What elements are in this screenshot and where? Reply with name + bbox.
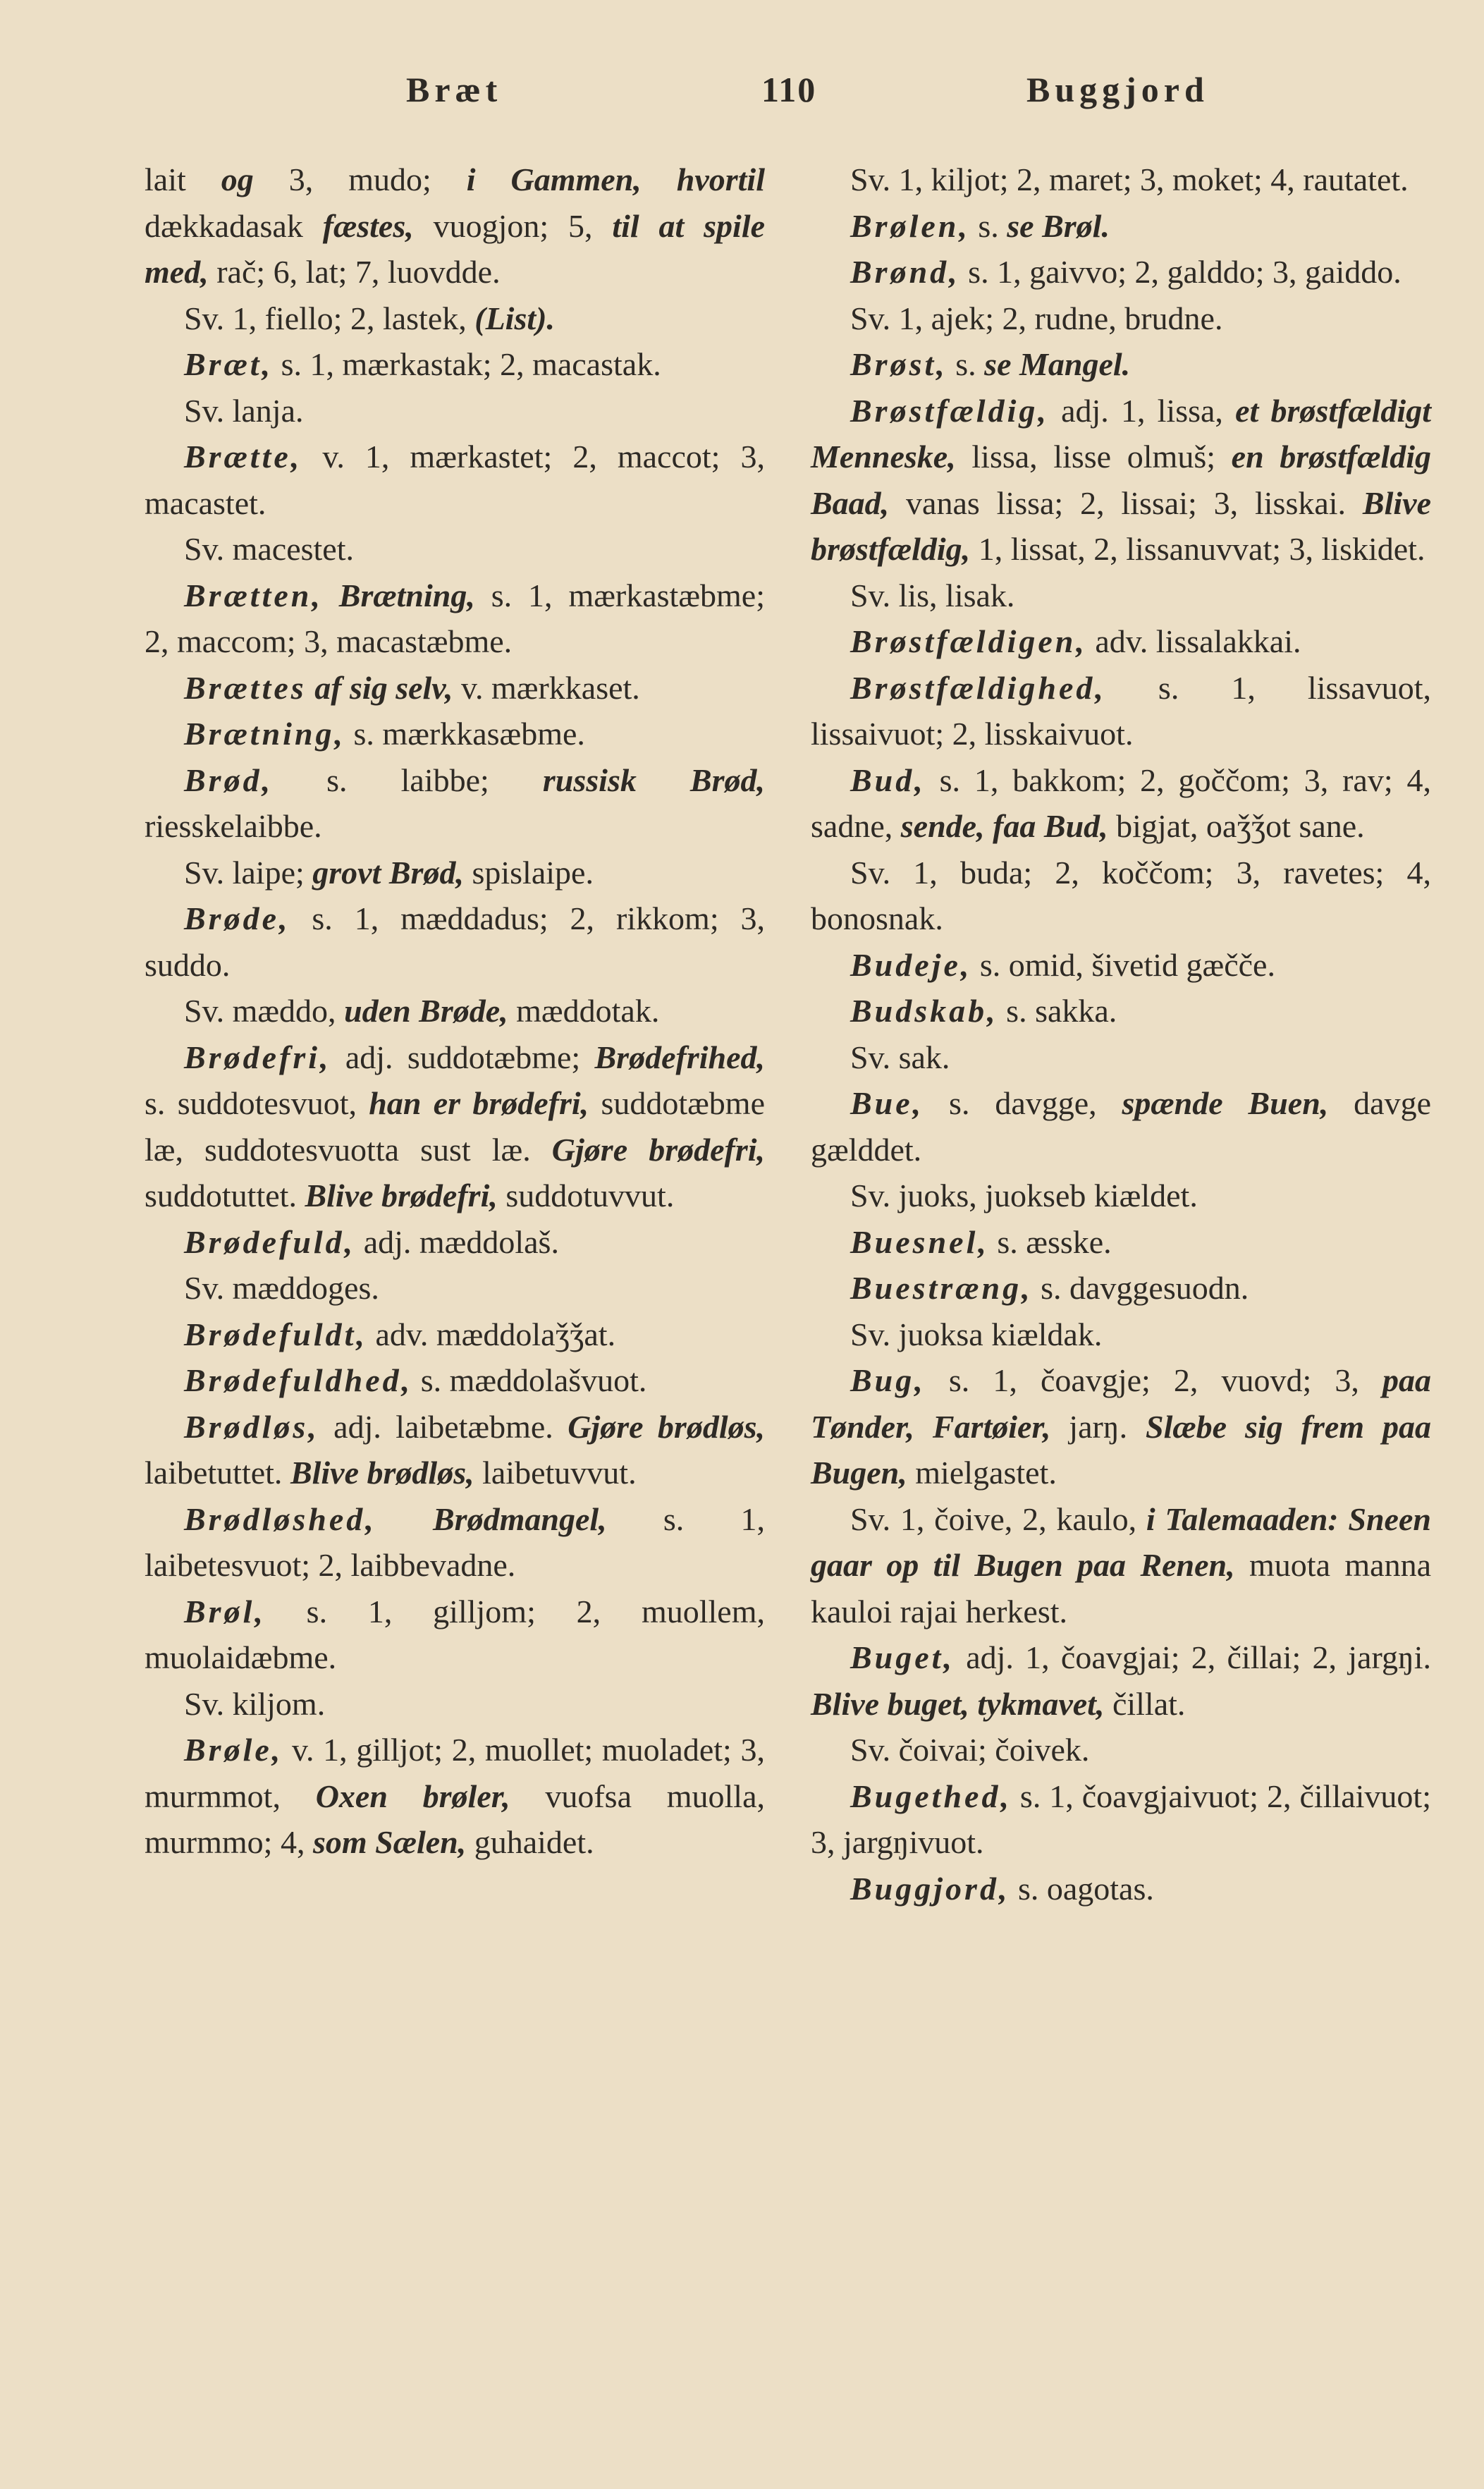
entry-headword: Brødløshed, <box>184 1500 376 1537</box>
entry-text: s. 1, gaivvo; 2, galddo; 3, gaiddo. <box>959 254 1402 290</box>
entry-text: čillat. <box>1104 1685 1186 1722</box>
dictionary-entry <box>145 573 765 665</box>
italic-phrase: til at spile med, <box>145 207 766 290</box>
entry-text: adv. mæddolaǯǯat. <box>367 1316 616 1352</box>
entry-headword: Brætte, <box>184 439 302 475</box>
entry-text: adj. mæddolaš. <box>355 1223 559 1260</box>
dictionary-entry <box>811 1727 1431 1773</box>
dictionary-entry <box>811 1357 1431 1496</box>
entry-text: riesskelaibbe. <box>145 808 322 844</box>
entry-headword: Brødefri, <box>184 1039 331 1075</box>
entry-text: davge gælddet. <box>811 1085 1431 1168</box>
right-column <box>811 157 1431 1912</box>
entry-text: Sv. 1, buda; 2, koččom; 3, ravetes; 4, bonosnak. <box>811 854 1431 936</box>
entry-headword: Brøstfældighed, <box>850 669 1106 706</box>
entry-headword: Brættes <box>184 669 307 706</box>
dictionary-entry <box>811 1866 1431 1912</box>
entry-text: lait <box>145 161 221 197</box>
entry-headword: Brætning, <box>184 716 346 752</box>
entry-text: v. mærkkaset. <box>453 669 640 706</box>
dictionary-entry <box>145 1265 765 1311</box>
entry-text: s. oagotas. <box>1010 1870 1154 1907</box>
entry-headword: Brøst, <box>850 346 948 382</box>
entry-text: Sv. 1, kiljot; 2, maret; 3, moket; 4, rautatet. <box>850 161 1409 197</box>
entry-text: adj. laibetæbme. <box>319 1408 568 1445</box>
italic-phrase: Gjøre brødefri, <box>551 1131 766 1168</box>
entry-text: adj. suddotæbme; <box>331 1039 595 1075</box>
italic-phrase: Blive brødløs, <box>290 1455 474 1491</box>
italic-phrase: spænde Buen, <box>1122 1085 1329 1121</box>
entry-text: s. æsske. <box>988 1223 1112 1260</box>
entry-headword: Buggjord, <box>850 1870 1010 1907</box>
italic-phrase: Slæbe sig frem paa Bugen, <box>811 1408 1431 1491</box>
entry-text: guhaidet. <box>466 1824 594 1860</box>
dictionary-entry <box>811 1311 1431 1358</box>
entry-text: Sv. laipe; <box>184 854 313 891</box>
dictionary-entry <box>145 665 765 711</box>
entry-text: s. <box>947 346 985 382</box>
italic-phrase: af sig selv, <box>314 669 453 706</box>
entry-headword: Brøle, <box>184 1732 283 1768</box>
right-guide-word: Buggjord <box>1026 70 1209 109</box>
dictionary-entry <box>145 1496 765 1589</box>
entry-headword: Bue, <box>850 1085 924 1121</box>
entry-text: Sv. 1, ajek; 2, rudne, brudne. <box>850 300 1223 336</box>
entry-text: lissa, lisse olmuš; <box>955 439 1232 475</box>
entry-text: suddotuttet. <box>145 1178 305 1213</box>
dictionary-entry <box>811 1034 1431 1081</box>
entry-text: mielgastet. <box>907 1455 1057 1491</box>
italic-phrase: et brøstfældigt Menneske, <box>811 392 1431 475</box>
entry-text: Sv. 1, čoive, 2, kaulo, <box>850 1500 1146 1537</box>
dictionary-entry <box>145 434 765 526</box>
entry-text: Sv. macestet. <box>184 531 355 567</box>
italic-phrase: uden Brøde, <box>344 993 508 1029</box>
dictionary-entry <box>811 1173 1431 1219</box>
left-column <box>145 157 765 1866</box>
italic-phrase: i Talemaaden: Sneen gaar op til Bugen paa Renen, <box>811 1500 1431 1583</box>
entry-headword: Buget, <box>850 1639 955 1675</box>
dictionary-entry <box>145 1681 765 1727</box>
entry-text: vuofsa muolla, murmmo; 4, <box>145 1778 765 1860</box>
entry-text: s. 1, mærkastæbme; 2, maccom; 3, macastæbme. <box>145 577 765 659</box>
dictionary-entry <box>811 203 1431 250</box>
dictionary-entry <box>811 1219 1431 1266</box>
italic-phrase: Gjøre brødløs, <box>568 1408 765 1445</box>
italic-phrase: Oxen brøler, <box>315 1778 510 1814</box>
dictionary-entry <box>145 157 765 295</box>
italic-phrase: se Brøl. <box>1007 207 1110 244</box>
entry-headword: Budskab, <box>850 993 998 1029</box>
italic-phrase: Brødmangel, <box>433 1500 607 1537</box>
dictionary-entry <box>811 1773 1431 1866</box>
entry-headword: Brøl, <box>184 1593 266 1629</box>
entry-text: s. 1, laibetesvuot; 2, laibbevadne. <box>145 1500 766 1583</box>
entry-headword: Bud, <box>850 762 926 798</box>
italic-phrase: russisk Brød, <box>542 762 765 798</box>
entry-headword: Buestræng, <box>850 1270 1033 1306</box>
entry-headword: Brødløs, <box>184 1408 319 1445</box>
dictionary-entry <box>811 388 1431 573</box>
italic-phrase: Blive brødefri, <box>305 1178 498 1213</box>
dictionary-entry <box>145 1357 765 1404</box>
entry-text: Sv. lis, lisak. <box>850 577 1015 613</box>
italic-phrase: Brætning, <box>338 577 475 613</box>
dictionary-entry <box>145 1589 765 1681</box>
italic-phrase: i Gammen, hvortil <box>466 161 765 197</box>
italic-phrase: se Mangel. <box>984 346 1131 382</box>
entry-text: muota manna kauloi rajai herkest. <box>811 1547 1431 1629</box>
entry-text: Sv. lanja. <box>184 392 304 429</box>
entry-text: rač; 6, lat; 7, luovdde. <box>208 254 501 290</box>
italic-phrase: Blive brøstfældig, <box>811 484 1431 567</box>
entry-text: laibetuttet. <box>145 1455 290 1491</box>
entry-text: s. mærkkasæbme. <box>345 716 585 752</box>
entry-text: dækkadasak <box>145 207 323 244</box>
italic-phrase: han er brødefri, <box>369 1085 589 1121</box>
entry-headword: Bugethed, <box>850 1778 1012 1814</box>
running-head <box>0 69 1484 118</box>
entry-headword: Brødefuldt, <box>184 1316 367 1352</box>
entry-headword: Brøstfældig, <box>850 392 1049 429</box>
entry-text: s. 1, mærkastak; 2, macastak. <box>273 346 661 382</box>
entry-text: s. davggesuodn. <box>1032 1270 1249 1306</box>
entry-text: adj. 1, lissa, <box>1048 392 1236 429</box>
entry-text: adv. lissalakkai. <box>1086 623 1301 659</box>
dictionary-entry <box>811 341 1431 388</box>
italic-phrase: Brødefrihed, <box>594 1039 765 1075</box>
italic-phrase: og <box>221 161 254 197</box>
dictionary-entry <box>145 757 765 850</box>
entry-text: 1, lissat, 2, lissanuvvat; 3, liskidet. <box>970 531 1425 567</box>
dictionary-entry <box>145 895 765 988</box>
entry-text: Sv. 1, fiello; 2, lastek, <box>184 300 475 336</box>
dictionary-entry <box>145 341 765 388</box>
dictionary-entry <box>145 295 765 342</box>
entry-text <box>323 577 339 613</box>
entry-text: s. sakka. <box>998 993 1117 1029</box>
entry-text: bigjat, oaǯǯot sane. <box>1108 808 1365 844</box>
entry-headword: Bræt, <box>184 346 274 382</box>
entry-text: vuogjon; 5, <box>413 207 613 244</box>
dictionary-entry <box>811 618 1431 665</box>
dictionary-entry <box>811 1634 1431 1727</box>
italic-phrase: en brøstfældig Baad, <box>811 439 1431 521</box>
entry-text: v. 1, gilljot; 2, muollet; muoladet; 3, murmmot, <box>145 1732 765 1814</box>
entry-text: s. davgge, <box>924 1085 1122 1121</box>
dictionary-entry <box>145 850 765 896</box>
entry-text: s. <box>969 207 1007 244</box>
dictionary-entry <box>145 526 765 573</box>
entry-text: Sv. juoksa kiældak. <box>850 1316 1103 1352</box>
entry-text: s. 1, gilljom; 2, muollem, muolaidæbme. <box>145 1593 765 1675</box>
entry-text: Sv. mæddo, <box>184 993 345 1029</box>
entry-text: s. omid, šivetid gæčče. <box>971 946 1275 983</box>
entry-text: Sv. čoivai; čoivek. <box>850 1732 1090 1768</box>
entry-text: 3, mudo; <box>253 161 467 197</box>
entry-text: Sv. mæddoges. <box>184 1270 379 1306</box>
entry-text: s. 1, lissavuot, lissaivuot; 2, lisskaivuot. <box>811 669 1431 752</box>
dictionary-entry <box>811 1265 1431 1311</box>
dictionary-entry <box>811 157 1431 203</box>
dictionary-entry <box>145 1727 765 1866</box>
entry-text: jarŋ. <box>1050 1408 1146 1445</box>
entry-text: Sv. kiljom. <box>184 1685 326 1722</box>
dictionary-entry <box>811 573 1431 619</box>
entry-text: suddotæbme læ, suddotesvuotta sust læ. <box>145 1085 766 1168</box>
entry-headword: Brød, <box>184 762 274 798</box>
italic-phrase: (List). <box>474 300 555 336</box>
italic-phrase: grovt Brød, <box>312 854 464 891</box>
entry-text: s. 1, mæddadus; 2, rikkom; 3, suddo. <box>145 900 765 983</box>
entry-text: s. mæddolašvuot. <box>412 1362 647 1398</box>
dictionary-entry <box>145 1311 765 1358</box>
entry-text: s. 1, bakkom; 2, goččom; 3, rav; 4, sadne, <box>811 762 1431 844</box>
dictionary-entry <box>145 711 765 757</box>
entry-text: v. 1, mærkastet; 2, maccot; 3, macastet. <box>145 439 765 521</box>
entry-headword: Brødefuld, <box>184 1223 356 1260</box>
dictionary-entry <box>811 942 1431 989</box>
dictionary-entry <box>145 1404 765 1496</box>
entry-text: s. suddotesvuot, <box>145 1085 369 1121</box>
entry-headword: Buesnel, <box>850 1223 989 1260</box>
entry-text: s. 1, čoavgje; 2, vuovd; 3, <box>925 1362 1382 1398</box>
dictionary-entry <box>811 757 1431 850</box>
entry-headword: Brøde, <box>184 900 290 936</box>
entry-headword: Brødefuldhed, <box>184 1362 413 1398</box>
dictionary-entry <box>145 988 765 1034</box>
dictionary-entry <box>811 1080 1431 1173</box>
entry-text: adj. 1, čoavgjai; 2, čillai; 2, jargŋi. <box>954 1639 1431 1675</box>
dictionary-entry <box>811 850 1431 942</box>
entry-headword: Brølen, <box>850 207 970 244</box>
entry-text: mæddotak. <box>508 993 660 1029</box>
entry-text <box>376 1501 433 1537</box>
dictionary-entry <box>811 1496 1431 1635</box>
dictionary-entry <box>145 388 765 434</box>
entry-text: s. laibbe; <box>273 762 543 798</box>
entry-headword: Brønd, <box>850 254 960 290</box>
dictionary-entry <box>145 1034 765 1219</box>
entry-text: suddotuvvut. <box>497 1178 675 1213</box>
entry-text: laibetuvvut. <box>474 1455 637 1491</box>
italic-phrase: fæstes, <box>322 207 414 244</box>
entry-text: vanas lissa; 2, lissai; 3, lisskai. <box>889 484 1363 521</box>
dictionary-entry <box>811 665 1431 757</box>
italic-phrase: som Sælen, <box>312 1824 467 1860</box>
entry-headword: Brætten, <box>184 577 323 613</box>
entry-headword: Budeje, <box>850 946 972 983</box>
page-number: 110 <box>761 70 817 109</box>
dictionary-entry <box>811 295 1431 342</box>
italic-phrase: paa Tønder, Fartøier, <box>811 1362 1431 1445</box>
entry-text <box>307 670 315 706</box>
dictionary-entry <box>811 249 1431 295</box>
dictionary-entry <box>811 988 1431 1034</box>
entry-text: Sv. juoks, juokseb kiældet. <box>850 1178 1198 1213</box>
entry-headword: Bug, <box>850 1362 926 1398</box>
entry-text: s. 1, čoavgjaivuot; 2, čillaivuot; 3, jargŋivuot. <box>811 1778 1431 1860</box>
italic-phrase: sende, faa Bud, <box>900 808 1108 844</box>
italic-phrase: Blive buget, tykmavet, <box>811 1685 1105 1722</box>
entry-text: Sv. sak. <box>850 1039 950 1075</box>
entry-text: spislaipe. <box>463 854 594 891</box>
dictionary-entry <box>145 1219 765 1266</box>
left-guide-word: Bræt <box>406 70 503 109</box>
entry-headword: Brøstfældigen, <box>850 623 1087 659</box>
